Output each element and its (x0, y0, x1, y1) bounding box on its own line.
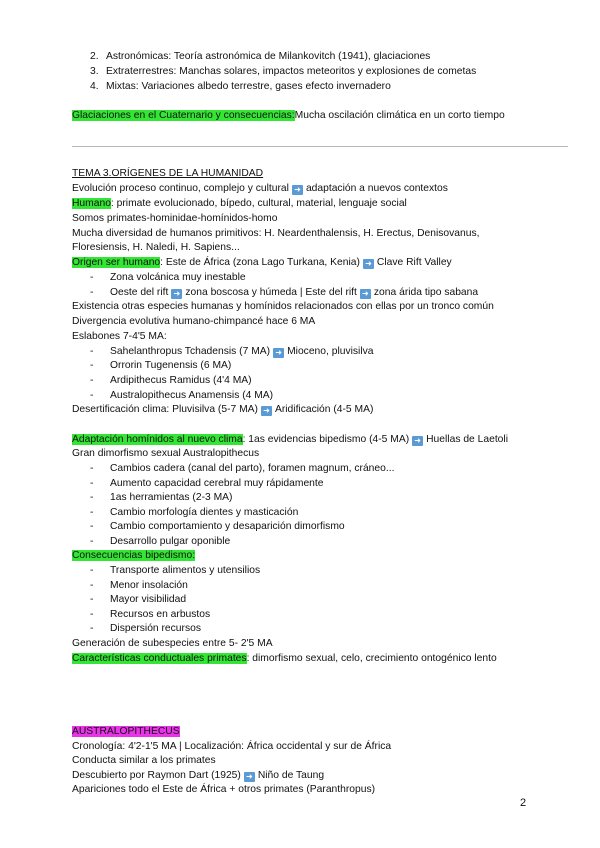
paragraph: Características conductuales primates: dimorfismo sexual, celo, crecimiento ontogénico lento (72, 653, 497, 664)
right-arrow-icon: ➜ (244, 772, 255, 782)
list-item: - Dispersión recursos (90, 623, 201, 634)
paragraph: Desertificación clima: Pluvisilva (5-7 MA) ➜ Aridificación (4-5 MA) (72, 404, 374, 415)
list-item: - Sahelanthropus Tchadensis (7 MA) ➜ Mioceno, pluvisilva (90, 346, 374, 357)
list-item: - Ardipithecus Ramidus (4'4 MA) (90, 375, 252, 386)
paragraph: Cronología: 4'2-1'5 MA | Localización: África occidental y sur de África (72, 741, 392, 752)
page-number: 2 (520, 797, 527, 809)
highlight-label: Consecuencias bipedismo (72, 550, 193, 561)
highlight-label: Características conductuales primates (72, 653, 247, 664)
right-arrow-icon: ➜ (292, 185, 303, 195)
list-item: - Cambio morfología dientes y masticación (90, 507, 299, 518)
horizontal-divider (72, 146, 568, 147)
list-item: - Transporte alimentos y utensilios (90, 565, 261, 576)
right-arrow-icon: ➜ (412, 436, 423, 446)
list-item: - Mayor visibilidad (90, 594, 187, 605)
list-item: 2. Astronómicas: Teoría astronómica de Milankovitch (1941), glaciaciones (90, 51, 431, 62)
paragraph: Mucha diversidad de humanos primitivos: H. Neardenthalensis, H. Erectus, Denisovanus, (72, 228, 480, 239)
paragraph: Origen ser humano: Este de África (zona Lago Turkana, Kenia) ➜ Clave Rift Valley (72, 257, 452, 268)
section-title: AUSTRALOPITHECUS (72, 726, 180, 737)
list-item: - Australopithecus Anamensis (4 MA) (90, 390, 274, 401)
paragraph: Somos primates-hominidae-homínidos-homo (72, 213, 278, 224)
list-item: - Zona volcánica muy inestable (90, 272, 246, 283)
glaciaciones-paragraph: Glaciaciones en el Cuaternario y consecuencias:Mucha oscilación climática en un corto tiempo (72, 110, 505, 121)
list-item: - Orrorin Tugenensis (6 MA) (90, 360, 232, 371)
list-item: - Cambios cadera (canal del parto), foramen magnum, cráneo... (90, 463, 395, 474)
paragraph: Existencia otras especies humanas y homínidos relacionados con ellas por un tronco común (72, 301, 494, 312)
highlight-label: Glaciaciones en el Cuaternario y consecuencias: (72, 110, 295, 121)
highlight-label: Adaptación homínidos al nuevo clima (72, 434, 243, 445)
paragraph: Conducta similar a los primates (72, 755, 216, 766)
right-arrow-icon: ➜ (363, 259, 374, 269)
highlight-label: Humano (72, 198, 111, 209)
section-title: TEMA 3.ORÍGENES DE LA HUMANIDAD (72, 168, 264, 179)
paragraph: Eslabones 7-4'5 MA: (72, 331, 167, 342)
list-item: - 1as herramientas (2-3 MA) (90, 492, 233, 503)
list-item: 3. Extraterrestres: Manchas solares, impactos meteoritos y explosiones de cometas (90, 66, 477, 77)
right-arrow-icon: ➜ (261, 406, 272, 416)
right-arrow-icon: ➜ (171, 289, 182, 299)
list-item: 4. Mixtas: Variaciones albedo terrestre, gases efecto invernadero (90, 81, 391, 92)
right-arrow-icon: ➜ (273, 348, 284, 358)
list-item: - Oeste del rift ➜ zona boscosa y húmeda | Este del rift ➜ zona árida tipo sabana (90, 287, 479, 298)
paragraph: Adaptación homínidos al nuevo clima: 1as evidencias bipedismo (4-5 MA) ➜ Huellas de Laetoli (72, 434, 508, 445)
paragraph: Evolución proceso continuo, complejo y cultural ➜ adaptación a nuevos contextos (72, 183, 448, 194)
paragraph: Generación de subespecies entre 5- 2'5 MA (72, 638, 273, 649)
paragraph: Gran dimorfismo sexual Australopithecus (72, 448, 260, 459)
list-item: - Aumento capacidad cerebral muy rápidamente (90, 478, 324, 489)
right-arrow-icon: ➜ (360, 289, 371, 299)
paragraph: Floresiensis, H. Naledi, H. Sapiens... (72, 242, 240, 253)
list-item: - Desarrollo pulgar oponible (90, 536, 231, 547)
paragraph: Consecuencias bipedismo: (72, 550, 196, 561)
paragraph: Divergencia evolutiva humano-chimpancé hace 6 MA (72, 316, 316, 327)
paragraph: Descubierto por Raymon Dart (1925) ➜ Niño de Taung (72, 770, 325, 781)
highlight-label: Origen ser humano (72, 257, 161, 268)
list-item: - Cambio comportamiento y desaparición dimorfismo (90, 521, 345, 532)
paragraph: Humano: primate evolucionado, bípedo, cultural, material, lenguaje social (72, 198, 407, 209)
list-item: - Menor insolación (90, 580, 188, 591)
paragraph: Apariciones todo el Este de África + otros primates (Paranthropus) (72, 784, 376, 795)
list-item: - Recursos en arbustos (90, 609, 211, 620)
